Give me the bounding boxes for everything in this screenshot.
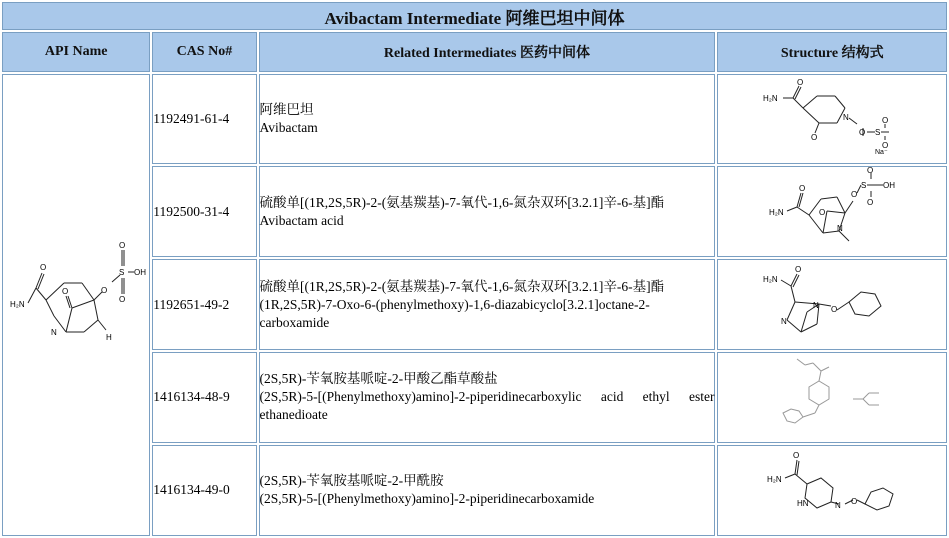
intermediate-name-en: Avibactam	[259, 120, 318, 136]
intermediate-name-cn: 阿维巴坦	[259, 102, 314, 118]
label-na: Na⁻	[875, 148, 888, 156]
label-o: O	[882, 115, 889, 125]
label-s: S	[119, 267, 125, 277]
intermediate-name	[259, 74, 716, 164]
cas-number: 1192491-61-4	[152, 74, 256, 164]
label-o: O	[119, 294, 126, 304]
label-n: N	[843, 112, 849, 122]
label-h2n: H₂N	[10, 299, 25, 309]
intermediate-name-en: (2S,5R)-5-[(Phenylmethoxy)amino]-2-piperidinecarboxylic acid ethyl ester ethanedioate	[259, 389, 715, 423]
label-o: O	[819, 208, 826, 218]
intermediate-name-en: Avibactam acid	[259, 212, 344, 228]
intermediate-name-cn: (2S,5R)-苄氧胺基哌啶-2-甲酰胺	[259, 473, 444, 489]
header-structure: Structure 结构式	[717, 32, 947, 72]
avibactam-structure-image	[6, 238, 146, 368]
structure-image	[757, 78, 907, 156]
intermediate-name-cn: (2S,5R)-苄氧胺基哌啶-2-甲酸乙酯草酸盐	[259, 371, 498, 387]
api-structure-cell	[2, 74, 150, 536]
cas-number: 1416134-48-9	[152, 352, 256, 443]
table-title: Avibactam Intermediate 阿维巴坦中间体	[2, 2, 947, 30]
label-o: O	[882, 140, 889, 150]
label-o: O	[40, 262, 47, 272]
label-o: O	[797, 77, 804, 87]
header-intermediates: Related Intermediates 医药中间体	[259, 32, 716, 72]
label-o: O	[119, 240, 126, 250]
cas-number: 1192651-49-2	[152, 259, 256, 349]
label-n: N	[837, 224, 843, 234]
label-n: N	[813, 301, 819, 311]
structure-cell	[717, 352, 947, 443]
structure-image	[757, 262, 907, 342]
label-o: O	[867, 167, 874, 176]
label-o: O	[811, 132, 818, 142]
header-cas: CAS No#	[152, 32, 256, 72]
intermediate-name	[259, 445, 716, 536]
label-s: S	[861, 181, 867, 191]
label-o: O	[101, 285, 108, 295]
intermediate-name	[259, 352, 716, 443]
structure-cell	[717, 166, 947, 257]
label-oh: OH	[883, 181, 896, 191]
label-o: O	[799, 184, 806, 194]
label-o: O	[851, 190, 858, 200]
header-api-name: API Name	[2, 32, 150, 72]
label-n: N	[781, 317, 787, 327]
label-h2n: H₂N	[763, 275, 778, 285]
cas-number: 1416134-49-0	[152, 445, 256, 536]
label-h: H	[106, 332, 112, 342]
structure-image	[757, 353, 907, 437]
label-h2n: H₂N	[767, 474, 782, 484]
label-h2n: H₂N	[763, 93, 778, 103]
label-o: O	[795, 265, 802, 275]
structure-cell	[717, 74, 947, 164]
structure-image	[757, 167, 907, 251]
intermediate-name-cn: 硫酸单[(1R,2S,5R)-2-(氨基羰基)-7-氧代-1,6-氮杂双环[3.2.1]辛-6-基]酯	[259, 194, 665, 210]
label-o: O	[859, 127, 866, 137]
label-o: O	[831, 305, 838, 315]
label-h2n: H₂N	[769, 208, 784, 218]
intermediate-name-cn: 硫酸单[(1R,2S,5R)-2-(氨基羰基)-7-氧代-1,6-氮杂双环[3.2.1]辛-6-基]酯	[259, 278, 665, 294]
label-o: O	[793, 450, 800, 460]
intermediate-name-en: (1R,2S,5R)-7-Oxo-6-(phenylmethoxy)-1,6-diazabicyclo[3.2.1]octane-2-carboxamide	[259, 296, 650, 330]
label-s: S	[875, 127, 881, 137]
label-o: O	[867, 198, 874, 208]
label-n: N	[835, 500, 841, 510]
structure-image	[757, 446, 907, 530]
label-o: O	[62, 286, 69, 296]
label-n: N	[51, 327, 57, 337]
label-oh: OH	[134, 267, 147, 277]
structure-cell	[717, 445, 947, 536]
intermediate-name	[259, 166, 716, 257]
structure-cell	[717, 259, 947, 349]
intermediate-name	[259, 259, 716, 349]
label-o: O	[851, 496, 858, 506]
intermediate-name-en: (2S,5R)-5-[(Phenylmethoxy)amino]-2-piperidinecarboxamide	[259, 491, 595, 507]
label-hn: HN	[797, 498, 809, 508]
cas-number: 1192500-31-4	[152, 166, 256, 257]
